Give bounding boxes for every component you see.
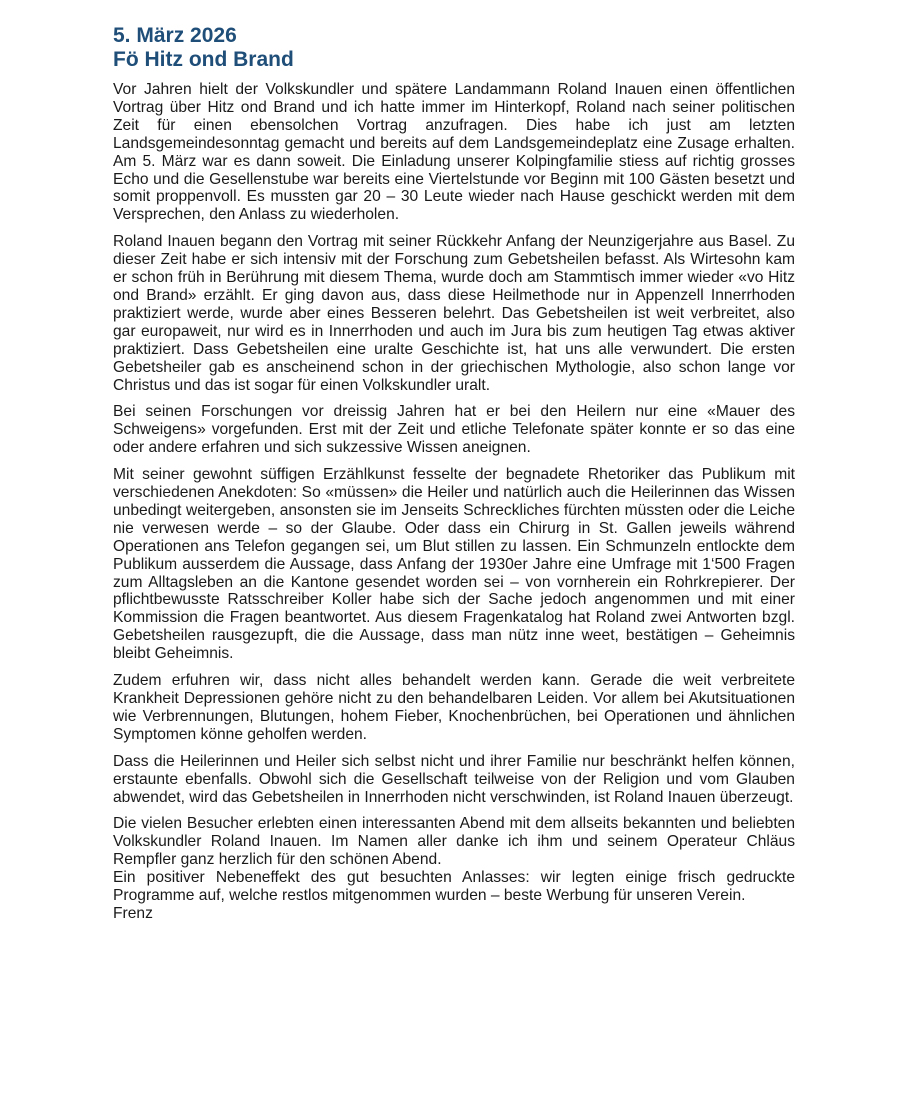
article-paragraph: Ein positiver Nebeneffekt des gut besuchten Anlasses: wir legten einige frisch gedruckte Programme auf, welche restlos mitgenommen wurden – beste Werbung für unseren Verein. [113,869,795,905]
article-paragraph: Die vielen Besucher erlebten einen interessanten Abend mit dem allseits bekannten und beliebten Volkskundler Roland Inauen. Im Namen aller danke ich ihm und seinem Operateur Chläus Rempfler ganz herzlich für den schönen Abend. [113,815,795,869]
article-date: 5. März 2026 [113,24,237,47]
article-paragraph: Vor Jahren hielt der Volkskundler und spätere Landammann Roland Inauen einen öffentlichen Vortrag über Hitz ond Brand und ich hatte immer im Hinterkopf, Roland nach seiner politischen Zeit für einen ebensolchen Vortrag anzufragen. Dies habe ich just am letzten Landsgemeindesonntag gemacht und bereits auf dem Landsgemeindeplatz eine Zusage erhalten. Am 5. März war es dann soweit. Die Einladung unserer Kolpingfamilie stiess auf richtig grosses Echo und die Gesellenstube war bereits eine Viertelstunde vor Beginn mit 100 Gästen besetzt und somit proppenvoll. Es mussten gar 20 – 30 Leute wieder nach Hause geschickt werden mit dem Versprechen, den Anlass zu wiederholen. [113,81,795,224]
article-paragraph: Zudem erfuhren wir, dass nicht alles behandelt werden kann. Gerade die weit verbreitete Krankheit Depressionen gehöre nicht zu den behandelbaren Leiden. Vor allem bei Akutsituationen wie Verbrennungen, Blutungen, hohem Fieber, Knochenbrüchen, bei Operationen und ähnlichen Symptomen könne geholfen werden. [113,672,795,743]
article-paragraph: Dass die Heilerinnen und Heiler sich selbst nicht und ihrer Familie nur beschränkt helfen können, erstaunte ebenfalls. Obwohl sich die Gesellschaft teilweise von der Religion und vom Glauben abwendet, wird das Gebetsheilen in Innerrhoden nicht verschwinden, ist Roland Inauen überzeugt. [113,752,795,806]
article-paragraph: Roland Inauen begann den Vortrag mit seiner Rückkehr Anfang der Neunzigerjahre aus Basel. Zu dieser Zeit habe er sich intensiv mit der Forschung zum Gebetsheilen befasst. Als Wirtesohn kam er schon früh in Berührung mit diesem Thema, wurde doch am Stammtisch immer wieder «vo Hitz ond Brand» erzählt. Er ging davon aus, dass diese Heilmethode nur in Appenzell Innerrhoden praktiziert werde, wurde aber eines Besseren belehrt. Das Gebetsheilen ist weit verbreitet, also gar europaweit, nur wird es in Innerrhoden und auch im Jura bis zum heutigen Tag etwas aktiver praktiziert. Dass Gebetsheilen eine uralte Geschichte ist, hat uns alle verwundert. Die ersten Gebetsheiler gab es anscheinend schon in der griechischen Mythologie, also schon lange vor Christus und das ist sogar für einen Volkskundler uralt. [113,233,795,394]
article-signature: Frenz [113,904,153,922]
article [113,24,795,923]
article-paragraph: Mit seiner gewohnt süffigen Erzählkunst fesselte der begnadete Rhetoriker das Publikum mit verschiedenen Anekdoten: So «müssen» die Heiler und natürlich auch die Heilerinnen das Wissen unbedingt weitergeben, ansonsten sie im Jenseits Schreckliches fürchten müssten oder die Leiche nie verwesen werde – so der Glaube. Oder dass ein Chirurg in St. Gallen jeweils während Operationen ans Telefon gegangen sei, um Blut stillen zu lassen. Ein Schmunzeln entlockte dem Publikum ausserdem die Aussage, dass Anfang der 1930er Jahre eine Umfrage mit 1‘500 Fragen zum Alltagsleben an die Kantone gesendet worden sei – von vornherein ein Rohrkrepierer. Der pflichtbewusste Ratsschreiber Koller habe sich der Sache jedoch angenommen und mit einer Kommission die Fragen beantwortet. Aus diesem Fragenkatalog hat Roland zwei Antworten bzgl. Gebetsheilen rausgezupft, die die Aussage, dass man nütz inne weet, bestätigen – Geheimnis bleibt Geheimnis. [113,466,795,663]
article-paragraph: Bei seinen Forschungen vor dreissig Jahren hat er bei den Heilern nur eine «Mauer des Schweigens» vorgefunden. Erst mit der Zeit und etliche Telefonate später konnte er so das eine oder andere erfahren und sich sukzessive Wissen aneignen. [113,403,795,457]
article-title: Fö Hitz ond Brand [113,48,294,71]
